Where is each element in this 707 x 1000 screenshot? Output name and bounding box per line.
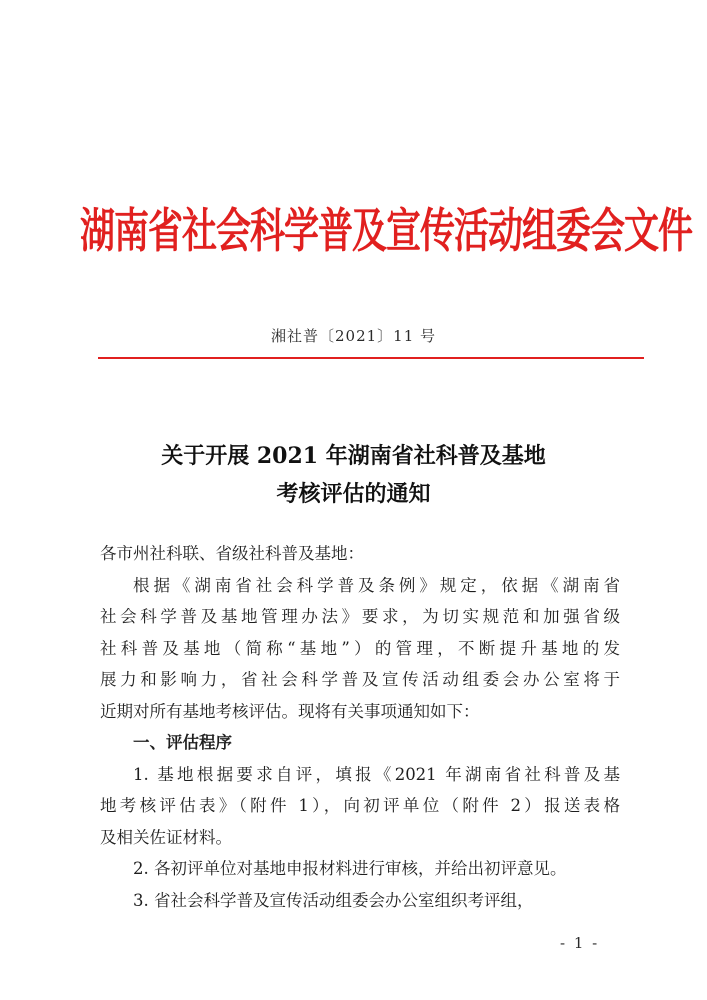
item-1-line-3: 及相关佐证材料。: [100, 827, 232, 847]
paragraph-1-line-3: 社科普及基地（简称“基地”）的管理，不断提升基地的发: [100, 638, 620, 658]
title-line-1: 关于开展 2021 年湖南省社科普及基地: [161, 443, 546, 469]
page-number: - 1 -: [560, 934, 600, 952]
item-3: 3. 省社会科学普及宣传活动组委会办公室组织考评组，: [133, 890, 534, 910]
section-1-heading: 一、评估程序: [133, 733, 232, 752]
document-number: 湘社普〔2021〕11 号: [270, 327, 437, 345]
issuer-header: 湖南省社会科学普及宣传活动组委会文件: [80, 205, 693, 259]
paragraph-1-line-5: 近期对所有基地考核评估。现将有关事项通知如下：: [100, 701, 480, 721]
item-2: 2. 各初评单位对基地申报材料进行审核，并给出初评意见。: [133, 859, 567, 878]
item-1-line-1: 1. 基地根据要求自评，填报《2021 年湖南省社科普及基: [133, 764, 620, 784]
title-line-2: 考核评估的通知: [276, 481, 431, 507]
item-1-line-2: 地考核评估表》（附件 1），向初评单位（附件 2）报送表格: [100, 796, 620, 815]
salutation: 各市州社科联、省级社科普及基地：: [100, 544, 364, 563]
document-title: [0, 437, 707, 513]
red-divider-line: [98, 357, 644, 359]
document-body: [100, 538, 620, 916]
paragraph-1-line-1: 根据《湖南省社会科学普及条例》规定，依据《湖南省: [133, 575, 620, 595]
paragraph-1-line-4: 展力和影响力，省社会科学普及宣传活动组委会办公室将于: [100, 670, 620, 689]
paragraph-1-line-2: 社会科学普及基地管理办法》要求，为切实规范和加强省级: [100, 607, 620, 626]
